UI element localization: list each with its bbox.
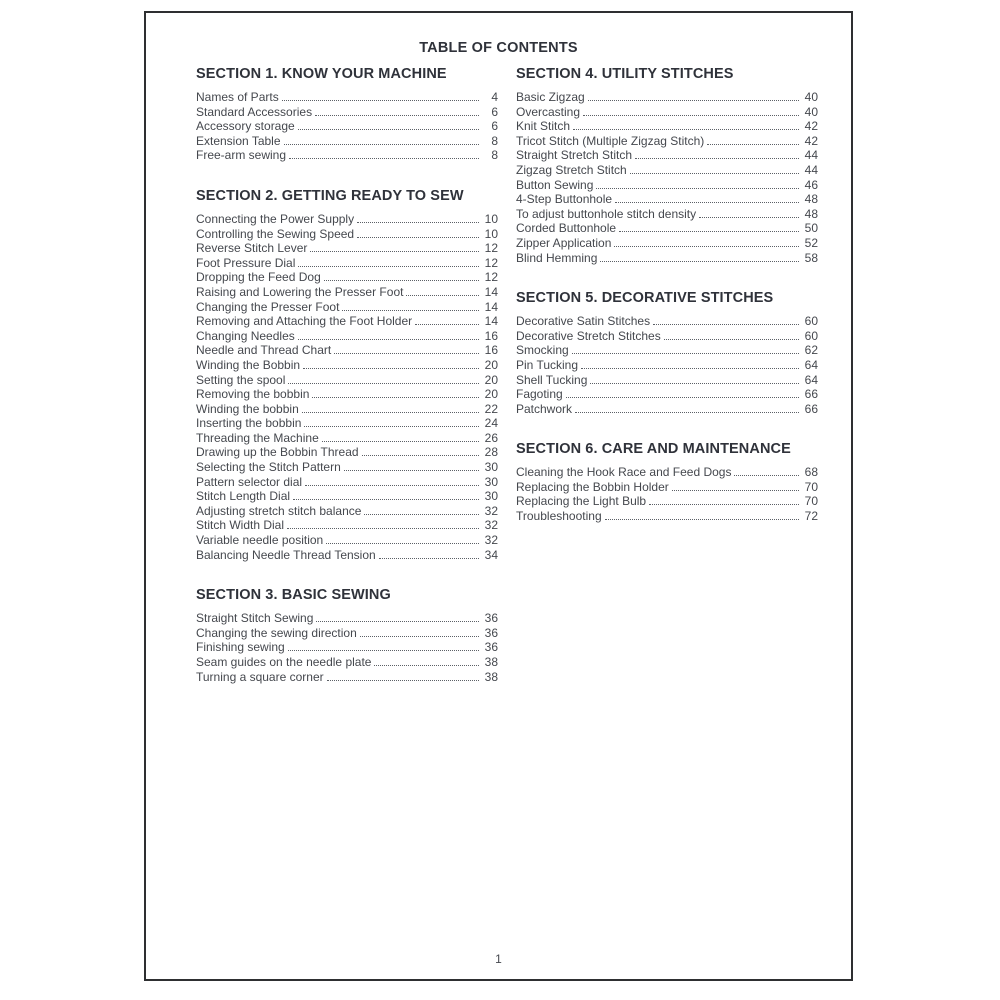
toc-entry-page-number: 40 [804, 104, 818, 119]
dot-leader [573, 128, 799, 130]
dot-leader [630, 172, 799, 174]
toc-section [196, 587, 498, 684]
toc-entry [196, 387, 498, 402]
section-heading: SECTION 2. GETTING READY TO SEW [196, 187, 464, 204]
toc-entry-label: Names of Parts [196, 90, 279, 104]
toc-entry-page-number: 64 [804, 372, 818, 387]
toc-entry-label: Fagoting [516, 387, 563, 402]
toc-entry-label: Extension Table [196, 133, 281, 148]
toc-entry-label: Knit Stitch [516, 119, 571, 134]
toc-entry-label: Drawing up the Bobbin Thread [196, 445, 359, 460]
toc-entry-page-number: 26 [484, 430, 498, 445]
dot-leader [653, 323, 799, 325]
toc-column-right [516, 66, 818, 684]
toc-entry-page-number: 14 [484, 314, 498, 329]
toc-entry-label: Variable needle position [196, 533, 324, 548]
dot-leader [342, 309, 479, 311]
toc-entry-page-number: 36 [484, 640, 498, 655]
toc-entry [516, 387, 818, 402]
toc-entry-label: Straight Stretch Stitch [516, 148, 633, 163]
toc-section [196, 66, 498, 163]
toc-entry-page-number: 28 [484, 445, 498, 460]
toc-entry [196, 640, 498, 655]
toc-entry-label: Foot Pressure Dial [196, 255, 296, 270]
toc-entry-label: Controlling the Sewing Speed [196, 226, 355, 241]
dot-leader [298, 128, 479, 130]
toc-entry-label: Tricot Stitch (Multiple Zigzag Stitch) [516, 133, 705, 148]
dot-leader [707, 143, 799, 145]
toc-entry-page-number: 24 [484, 416, 498, 431]
toc-entry-label: Inserting the bobbin [196, 416, 302, 431]
toc-entry [196, 256, 498, 271]
toc-entry [516, 329, 818, 344]
toc-entry-page-number: 10 [484, 226, 498, 241]
toc-entry-page-number: 8 [491, 148, 498, 163]
toc-entry-page-number: 30 [484, 460, 498, 475]
toc-entry [196, 90, 498, 105]
toc-entry-label: Decorative Satin Stitches [516, 314, 651, 329]
toc-entry-label: Seam guides on the needle plate [196, 655, 372, 669]
toc-entry-page-number: 50 [804, 221, 818, 236]
dot-leader [664, 338, 799, 340]
dot-leader [566, 396, 799, 398]
toc-entry-page-number: 42 [804, 133, 818, 148]
dot-leader [362, 454, 479, 456]
dot-leader [302, 411, 479, 413]
toc-entry [516, 465, 818, 480]
toc-entry-page-number: 30 [484, 474, 498, 489]
dot-leader [322, 440, 479, 442]
toc-entry-page-number: 8 [491, 133, 498, 148]
toc-entry-label: Selecting the Stitch Pattern [196, 460, 341, 475]
toc-entry-page-number: 40 [804, 90, 818, 104]
toc-entry [516, 134, 818, 149]
toc-entry-page-number: 10 [484, 211, 498, 226]
toc-entry-label: Removing the bobbin [196, 387, 310, 402]
toc-entry-label: Changing the Presser Foot [196, 299, 340, 314]
toc-entry [196, 314, 498, 329]
toc-entry [196, 119, 498, 134]
toc-entry-label: Changing Needles [196, 328, 295, 343]
toc-entry-label: Troubleshooting [516, 509, 602, 524]
toc-entry [196, 105, 498, 120]
toc-entry [196, 533, 498, 548]
dot-leader [316, 620, 479, 622]
toc-entry-label: Overcasting [516, 104, 581, 119]
dot-leader [575, 411, 799, 413]
toc-entry [196, 445, 498, 460]
toc-entry-page-number: 12 [484, 255, 498, 270]
toc-entry-label: Zigzag Stretch Stitch [516, 162, 627, 177]
toc-entry-page-number: 58 [804, 250, 818, 265]
section-heading: SECTION 1. KNOW YOUR MACHINE [196, 66, 447, 82]
page-title: TABLE OF CONTENTS [419, 40, 578, 56]
toc-entry [196, 300, 498, 315]
dot-leader [344, 469, 479, 471]
toc-entry [516, 236, 818, 251]
dot-leader [588, 99, 799, 101]
dot-leader [649, 503, 799, 505]
toc-entry-page-number: 20 [484, 372, 498, 387]
toc-entry-label: Decorative Stretch Stitches [516, 328, 661, 343]
toc-entry-label: Stitch Width Dial [196, 518, 285, 533]
toc-entry-label: Shell Tucking [516, 372, 588, 387]
toc-entry-label: Winding the Bobbin [196, 357, 301, 372]
dot-leader [315, 114, 479, 116]
toc-entry [196, 270, 498, 285]
toc-entry-page-number: 12 [484, 270, 498, 285]
toc-entry-label: Basic Zigzag [516, 90, 585, 104]
toc-entry [196, 329, 498, 344]
dot-leader [583, 114, 799, 116]
toc-entry [196, 402, 498, 417]
toc-entry-page-number: 44 [804, 162, 818, 177]
toc-entry [516, 373, 818, 388]
dot-leader [572, 352, 799, 354]
toc-entry-page-number: 14 [484, 299, 498, 314]
dot-leader [305, 484, 479, 486]
toc-entry [516, 105, 818, 120]
toc-entry-label: Straight Stitch Sewing [196, 611, 314, 626]
document-page [144, 11, 853, 981]
toc-entry-label: Accessory storage [196, 119, 295, 134]
dot-leader [600, 260, 799, 262]
toc-entry-label: Adjusting stretch stitch balance [196, 503, 362, 518]
toc-entry [196, 227, 498, 242]
toc-entry [196, 475, 498, 490]
toc-entry-page-number: 52 [804, 235, 818, 250]
toc-entry [516, 192, 818, 207]
toc-entry [196, 431, 498, 446]
toc-entry-page-number: 72 [804, 509, 818, 524]
toc-entry [516, 148, 818, 163]
toc-entry [196, 212, 498, 227]
toc-entry-label: Smocking [516, 343, 569, 358]
dot-leader [312, 396, 479, 398]
toc-entry-label: Cleaning the Hook Race and Feed Dogs [516, 465, 732, 480]
toc-entry-label: Changing the sewing direction [196, 625, 357, 640]
toc-entry [196, 655, 498, 670]
toc-entry [516, 119, 818, 134]
toc-entry [516, 207, 818, 222]
toc-entry-label: Reverse Stitch Lever [196, 241, 308, 256]
toc-entry-label: Connecting the Power Supply [196, 211, 355, 226]
toc-columns [196, 66, 818, 684]
toc-entry [516, 343, 818, 358]
dot-leader [360, 635, 479, 637]
dot-leader [334, 352, 479, 354]
toc-entry-page-number: 70 [804, 494, 818, 509]
toc-entry [196, 489, 498, 504]
toc-entry-label: Removing and Attaching the Foot Holder [196, 314, 413, 329]
dot-leader [581, 367, 799, 369]
toc-entry-page-number: 32 [484, 533, 498, 548]
toc-entry-label: Zipper Application [516, 235, 612, 250]
dot-leader [357, 221, 479, 223]
toc-entry [196, 611, 498, 626]
toc-entry-page-number: 46 [804, 177, 818, 192]
toc-entry [516, 178, 818, 193]
toc-column-left [196, 66, 498, 684]
dot-leader [406, 294, 479, 296]
toc-entry-label: Setting the spool [196, 372, 286, 387]
toc-section [196, 188, 498, 562]
toc-entry-page-number: 16 [484, 328, 498, 343]
dot-leader [288, 649, 479, 651]
toc-entry-page-number: 70 [804, 479, 818, 494]
toc-entry-page-number: 20 [484, 357, 498, 372]
dot-leader [326, 542, 479, 544]
toc-entry-label: Free-arm sewing [196, 148, 287, 163]
toc-entry [196, 548, 498, 563]
toc-entry [516, 251, 818, 266]
toc-entry-page-number: 34 [484, 547, 498, 562]
toc-entry-label: Winding the bobbin [196, 401, 299, 416]
toc-entry-page-number: 60 [804, 314, 818, 329]
toc-entry-page-number: 32 [484, 503, 498, 518]
dot-leader [364, 513, 479, 515]
toc-entry [516, 358, 818, 373]
toc-entry-label: Button Sewing [516, 177, 594, 192]
dot-leader [415, 323, 479, 325]
toc-entry [196, 241, 498, 256]
toc-entry [196, 134, 498, 149]
section-heading: SECTION 5. DECORATIVE STITCHES [516, 290, 774, 307]
toc-entry-label: Turning a square corner [196, 669, 324, 684]
toc-entry-page-number: 36 [484, 611, 498, 626]
section-heading: SECTION 3. BASIC SEWING [196, 587, 391, 604]
page-number: 1 [495, 952, 502, 966]
toc-entry-label: Replacing the Bobbin Holder [516, 479, 669, 494]
toc-entry-page-number: 66 [804, 387, 818, 402]
dot-leader [672, 489, 799, 491]
toc-entry-page-number: 12 [484, 241, 498, 256]
dot-leader [289, 157, 479, 159]
toc-entry [516, 90, 818, 105]
toc-entry-page-number: 14 [484, 284, 498, 299]
dot-leader [374, 664, 479, 666]
toc-entry-label: Pattern selector dial [196, 474, 303, 489]
toc-entry [516, 509, 818, 524]
dot-leader [327, 679, 479, 681]
toc-entry [196, 358, 498, 373]
toc-entry [196, 504, 498, 519]
toc-entry-page-number: 44 [804, 148, 818, 163]
dot-leader [304, 425, 479, 427]
toc-entry-page-number: 38 [484, 669, 498, 684]
toc-entry [516, 494, 818, 509]
toc-entry-label: Patchwork [516, 401, 573, 416]
toc-entry-page-number: 20 [484, 387, 498, 402]
dot-leader [615, 201, 799, 203]
section-heading: SECTION 4. UTILITY STITCHES [516, 66, 734, 82]
toc-entry-label: Corded Buttonhole [516, 221, 617, 236]
toc-entry-label: Balancing Needle Thread Tension [196, 547, 376, 562]
toc-entry-page-number: 62 [804, 343, 818, 358]
dot-leader [635, 157, 799, 159]
toc-entry-label: Finishing sewing [196, 640, 285, 655]
toc-entry [196, 343, 498, 358]
toc-entry-page-number: 38 [484, 655, 498, 669]
toc-entry-label: Needle and Thread Chart [196, 343, 332, 358]
toc-entry-label: Blind Hemming [516, 250, 598, 265]
toc-entry-page-number: 66 [804, 401, 818, 416]
dot-leader [293, 498, 479, 500]
toc-entry-label: Threading the Machine [196, 430, 319, 445]
toc-entry [196, 460, 498, 475]
dot-leader [619, 230, 799, 232]
toc-section [516, 290, 818, 416]
dot-leader [590, 382, 799, 384]
toc-entry-page-number: 32 [484, 518, 498, 533]
dot-leader [324, 279, 479, 281]
toc-entry-page-number: 36 [484, 625, 498, 640]
toc-entry-label: Raising and Lowering the Presser Foot [196, 284, 404, 299]
toc-entry [516, 163, 818, 178]
dot-leader [357, 236, 479, 238]
toc-entry [196, 285, 498, 300]
dot-leader [284, 143, 479, 145]
toc-entry-page-number: 16 [484, 343, 498, 358]
toc-entry [196, 626, 498, 641]
toc-entry-page-number: 68 [804, 465, 818, 480]
toc-entry [516, 314, 818, 329]
toc-entry [196, 670, 498, 685]
toc-entry-page-number: 60 [804, 328, 818, 343]
toc-entry [516, 402, 818, 417]
toc-entry-label: 4-Step Buttonhole [516, 192, 613, 207]
dot-leader [699, 216, 799, 218]
dot-leader [303, 367, 479, 369]
dot-leader [379, 557, 479, 559]
toc-entry-label: Dropping the Feed Dog [196, 270, 321, 285]
section-heading: SECTION 6. CARE AND MAINTENANCE [516, 441, 791, 458]
toc-entry [196, 148, 498, 163]
toc-entry [516, 480, 818, 495]
dot-leader [596, 187, 799, 189]
dot-leader [298, 338, 479, 340]
toc-entry-page-number: 48 [804, 206, 818, 221]
toc-entry-label: To adjust buttonhole stitch density [516, 206, 697, 221]
toc-entry-page-number: 64 [804, 357, 818, 372]
toc-entry-label: Stitch Length Dial [196, 489, 291, 504]
dot-leader [310, 250, 479, 252]
dot-leader [605, 518, 799, 520]
toc-entry [196, 518, 498, 533]
toc-entry [196, 416, 498, 431]
dot-leader [287, 527, 479, 529]
toc-entry-page-number: 48 [804, 192, 818, 207]
toc-entry-page-number: 22 [484, 401, 498, 416]
toc-entry-page-number: 42 [804, 119, 818, 134]
toc-entry-page-number: 6 [491, 104, 498, 119]
toc-section [516, 441, 818, 523]
dot-leader [288, 382, 479, 384]
toc-entry [516, 221, 818, 236]
toc-entry-page-number: 30 [484, 489, 498, 504]
dot-leader [734, 474, 799, 476]
dot-leader [298, 265, 479, 267]
dot-leader [282, 99, 479, 101]
toc-entry-page-number: 4 [491, 90, 498, 104]
dot-leader [614, 245, 799, 247]
toc-entry-label: Standard Accessories [196, 104, 313, 119]
toc-section [516, 66, 818, 265]
toc-entry-label: Pin Tucking [516, 357, 579, 372]
toc-entry-page-number: 6 [491, 119, 498, 134]
toc-entry [196, 373, 498, 388]
toc-entry-label: Replacing the Light Bulb [516, 494, 647, 509]
